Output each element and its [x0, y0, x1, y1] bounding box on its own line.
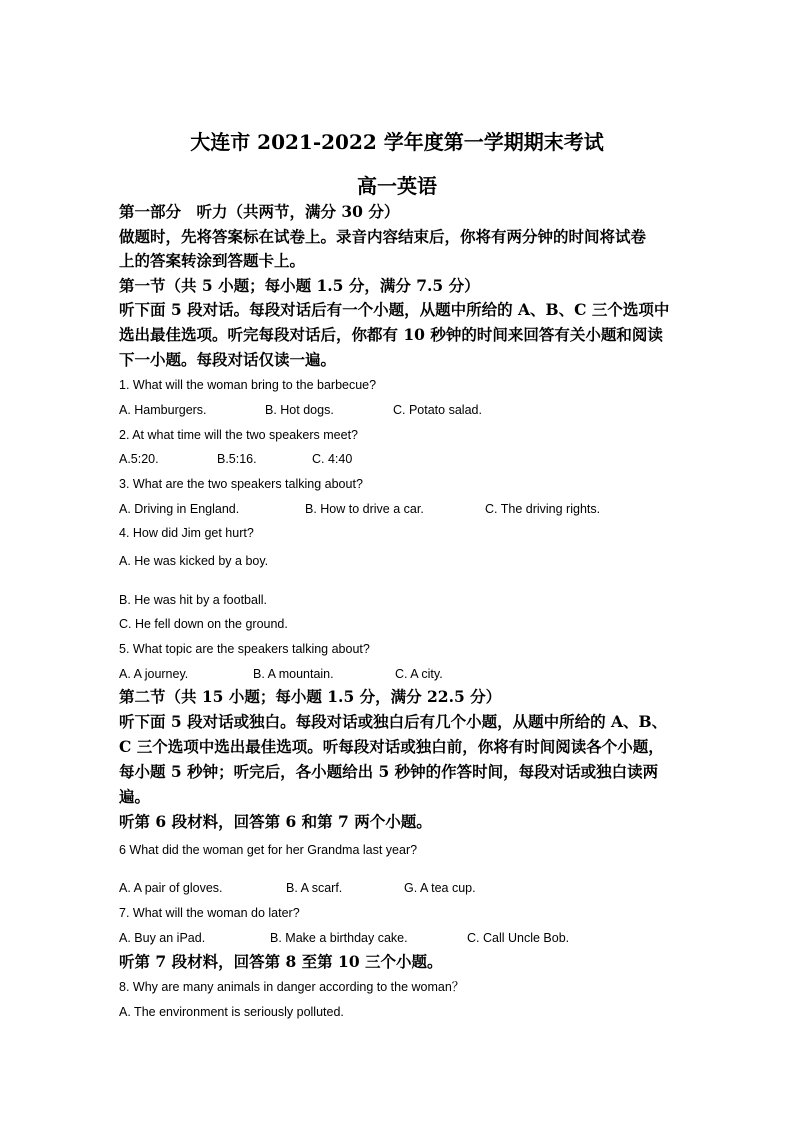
section1-instruction-line: 下一小题。每段对话仅读一遍。 [119, 350, 337, 369]
section1-instruction-line: 选出最佳选项。听完每段对话后，你都有 10 秒钟的时间来回答有关小题和阅读 [119, 325, 663, 344]
section1-heading: 第一节（共 5 小题；每小题 1.5 分，满分 7.5 分） [119, 276, 480, 295]
question-1: 1. What will the woman bring to the barbecue? [119, 378, 377, 392]
section2-instruction-line: 遍。 [119, 787, 151, 806]
q4-option-a: A. He was kicked by a boy. [119, 554, 269, 568]
q2-option-b: B.5:16. [217, 452, 257, 466]
question-5: 5. What topic are the speakers talking about? [119, 642, 370, 656]
q1-option-b: B. Hot dogs. [265, 403, 334, 417]
q7-option-a: A. Buy an iPad. [119, 931, 206, 945]
q7-option-c: C. Call Uncle Bob. [467, 931, 570, 945]
q3-option-a: A. Driving in England. [119, 502, 240, 516]
q7-option-b: B. Make a birthday cake. [270, 931, 408, 945]
question-3: 3. What are the two speakers talking about? [119, 477, 363, 491]
section2-instruction-line: 每小题 5 秒钟；听完后，各小题给出 5 秒钟的作答时间，每段对话或独白读两 [119, 762, 659, 781]
q1-option-a: A. Hamburgers. [119, 403, 207, 417]
question-8: 8. Why are many animals in danger according to the woman？ [119, 980, 465, 994]
q6-option-a: A. A pair of gloves. [119, 881, 223, 895]
section2-heading: 第二节（共 15 小题；每小题 1.5 分，满分 22.5 分） [119, 687, 502, 706]
question-4: 4. How did Jim get hurt? [119, 526, 254, 540]
material-6-heading: 听第 6 段材料，回答第 6 和第 7 两个小题。 [119, 812, 432, 831]
material-7-heading: 听第 7 段材料，回答第 8 至第 10 三个小题。 [119, 952, 443, 971]
q5-option-a: A. A journey. [119, 667, 189, 681]
part1-instruction-line: 做题时，先将答案标在试卷上。录音内容结束后，你将有两分钟的时间将试卷 [119, 227, 647, 246]
q5-option-c: C. A city. [395, 667, 443, 681]
exam-title: 大连市 2021-2022 学年度第一学期期末考试 [190, 130, 604, 154]
q4-option-b: B. He was hit by a football. [119, 593, 267, 607]
question-2: 2. At what time will the two speakers meet? [119, 428, 358, 442]
question-6: 6 What did the woman get for her Grandma last year? [119, 843, 418, 857]
section1-instruction-line: 听下面 5 段对话。每段对话后有一个小题，从题中所给的 A、B、C 三个选项中 [119, 300, 670, 319]
q3-option-c: C. The driving rights. [485, 502, 601, 516]
section2-instruction-line: 听下面 5 段对话或独白。每段对话或独白后有几个小题，从题中所给的 A、B、 [119, 712, 668, 731]
exam-subtitle: 高一英语 [357, 174, 437, 198]
q2-option-c: C. 4:40 [312, 452, 353, 466]
q5-option-b: B. A mountain. [253, 667, 334, 681]
section2-instruction-line: C 三个选项中选出最佳选项。听每段对话或独白前，你将有时间阅读各个小题， [119, 737, 664, 756]
part1-instruction-line: 上的答案转涂到答题卡上。 [119, 251, 306, 270]
q1-option-c: C. Potato salad. [393, 403, 482, 417]
q6-option-c: G. A tea cup. [404, 881, 476, 895]
q6-option-b: B. A scarf. [286, 881, 343, 895]
q2-option-a: A.5:20. [119, 452, 159, 466]
question-7: 7. What will the woman do later? [119, 906, 300, 920]
part1-heading: 第一部分 听力（共两节，满分 30 分） [119, 202, 400, 221]
q8-option-a: A. The environment is seriously polluted. [119, 1005, 344, 1019]
q3-option-b: B. How to drive a car. [305, 502, 424, 516]
q4-option-c: C. He fell down on the ground. [119, 617, 288, 631]
